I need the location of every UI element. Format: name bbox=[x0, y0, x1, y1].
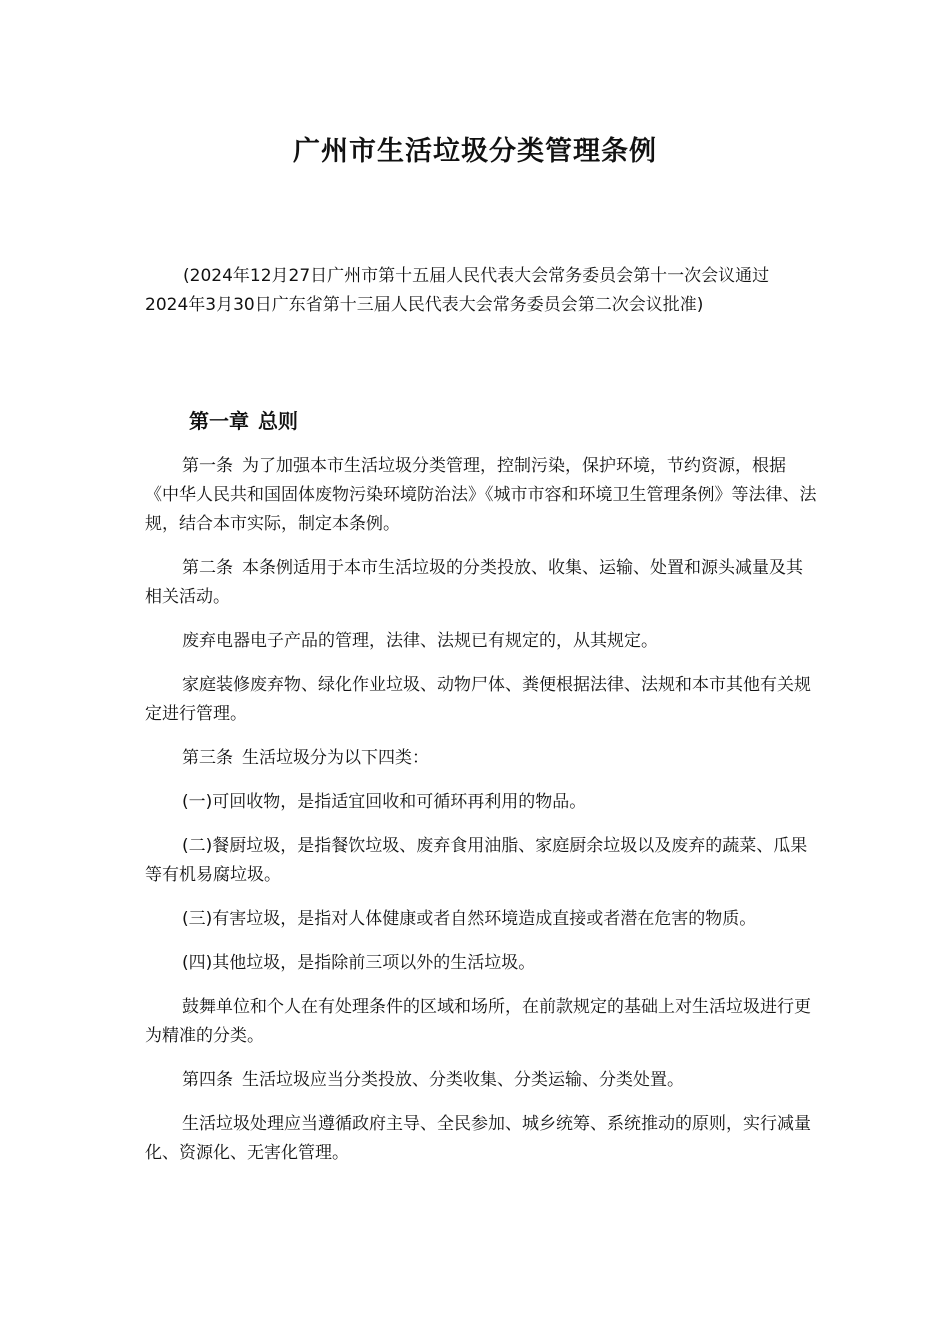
article-label: 第三条 bbox=[182, 748, 233, 768]
document-body bbox=[145, 452, 817, 1183]
article-3-clause-2: 鼓舞单位和个人在有处理条件的区域和场所，在前款规定的基础上对生活垃圾进行更为精准的分类。 bbox=[145, 997, 811, 1046]
article-2-clause-2: 废弃电器电子产品的管理，法律、法规已有规定的，从其规定。 bbox=[182, 631, 658, 651]
article-label: 第二条 bbox=[182, 558, 233, 578]
article-text: 生活垃圾应当分类投放、分类收集、分类运输、分类处置。 bbox=[242, 1070, 684, 1090]
article-4-paragraph bbox=[145, 1066, 817, 1095]
article-3-item-1: (一)可回收物，是指适宜回收和可循环再利用的物品。 bbox=[182, 792, 587, 812]
article-3-paragraph bbox=[145, 744, 817, 773]
chapter-heading bbox=[189, 406, 298, 436]
article-label: 第一条 bbox=[182, 456, 233, 476]
article-2-clause-3: 家庭装修废弃物、绿化作业垃圾、动物尸体、粪便根据法律、法规和本市其他有关规定进行管理。 bbox=[145, 675, 811, 724]
article-3-item-4: (四)其他垃圾，是指除前三项以外的生活垃圾。 bbox=[182, 953, 536, 973]
article-1-paragraph bbox=[145, 452, 817, 539]
document-title: 广州市生活垃圾分类管理条例 bbox=[293, 136, 657, 167]
article-3-item-3: (三)有害垃圾，是指对人体健康或者自然环境造成直接或者潜在危害的物质。 bbox=[182, 909, 757, 929]
article-text: 本条例适用于本市生活垃圾的分类投放、收集、运输、处置和源头减量及其相关活动。 bbox=[145, 558, 803, 607]
article-2-paragraph bbox=[145, 554, 817, 612]
adoption-note: (2024年12月27日广州市第十五届人民代表大会常务委员会第十一次会议通过 2024年3月30日广东省第十三届人民代表大会常务委员会第二次会议批准) bbox=[145, 266, 770, 315]
article-4-clause-2: 生活垃圾处理应当遵循政府主导、全民参加、城乡统筹、系统推动的原则，实行减量化、资源化、无害化管理。 bbox=[145, 1114, 811, 1163]
chapter-number: 第一章 bbox=[189, 409, 249, 433]
article-text: 生活垃圾分为以下四类： bbox=[242, 748, 429, 768]
article-text: 为了加强本市生活垃圾分类管理，控制污染，保护环境，节约资源，根据《中华人民共和国固体废物污染环境防治法》《城市市容和环境卫生管理条例》等法律、法规，结合本市实际，制定本条例。 bbox=[145, 456, 817, 534]
chapter-name: 总则 bbox=[258, 409, 298, 433]
article-3-item-2: (二)餐厨垃圾，是指餐饮垃圾、废弃食用油脂、家庭厨余垃圾以及废弃的蔬菜、瓜果等有机易腐垃圾。 bbox=[145, 836, 808, 885]
article-label: 第四条 bbox=[182, 1070, 233, 1090]
